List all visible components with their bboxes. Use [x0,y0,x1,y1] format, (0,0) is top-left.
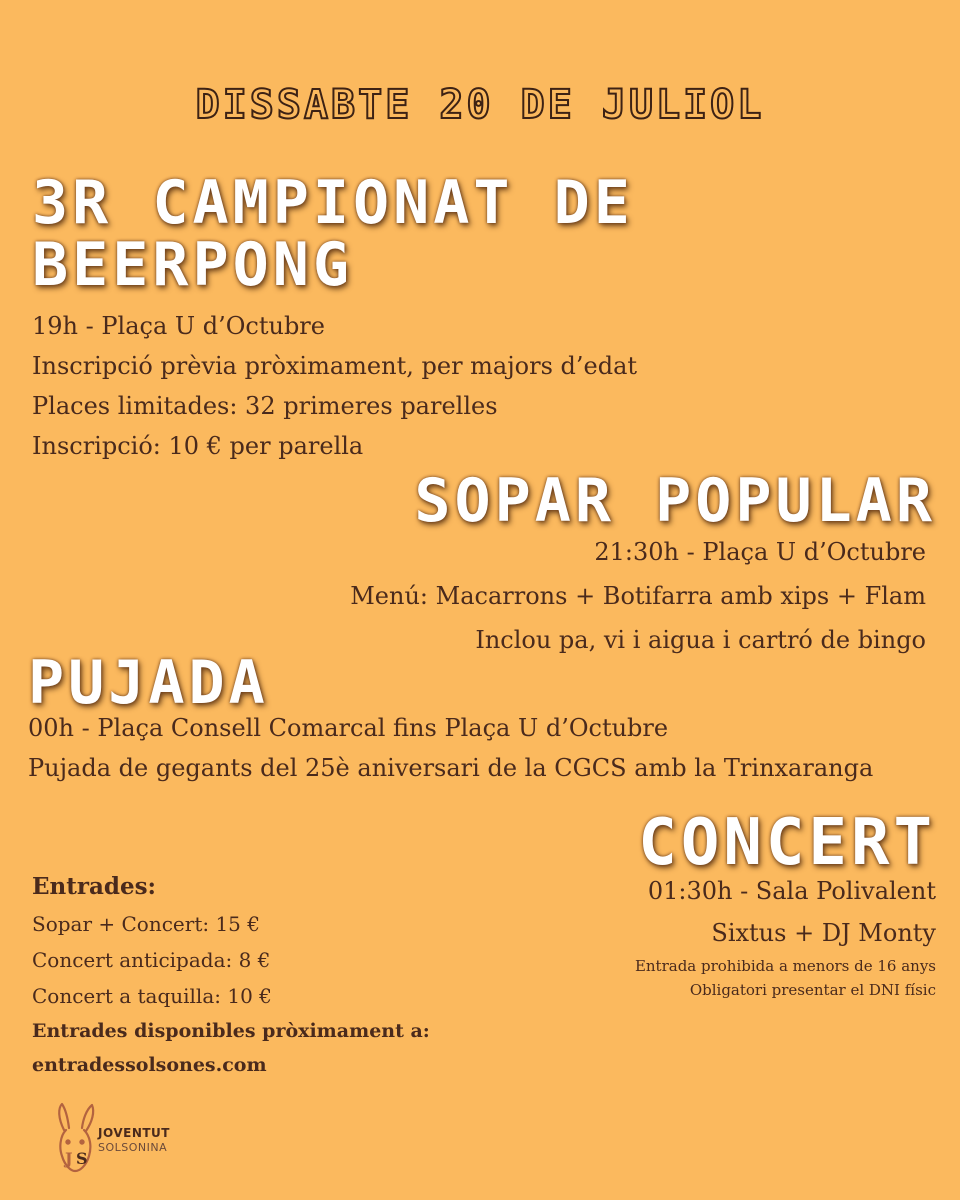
tickets-title: Entrades: [32,873,157,900]
concert-age-note: Entrada prohibida a menors de 16 anys [634,957,936,975]
svg-text:S: S [76,1149,88,1168]
concert-id-note: Obligatori presentar el DNI físic [689,981,936,999]
joventut-solsonina-logo [52,1100,212,1176]
tickets-availability: Entrades disponibles pròximament a: [32,1020,430,1042]
beerpong-places: Places limitades: 32 primeres parelles [32,392,498,420]
beerpong-details [32,306,637,466]
concert-title: CONCERT [638,806,936,880]
sopar-time-place: 21:30h - Plaça U d’Octubre [594,538,926,566]
concert-time-place: 01:30h - Sala Polivalent [647,877,936,905]
pujada-description: Pujada de gegants del 25è aniversari de la CGCS amb la Trinxaranga [28,754,874,782]
event-date: DISSABTE 20 DE JULIOL [195,82,765,128]
concert-details [635,870,936,1002]
sopar-title: SOPAR POPULAR [414,466,936,536]
pujada-title: PUJADA [28,648,269,718]
ticket-concert-door: Concert a taquilla: 10 € [32,984,272,1008]
tickets-website[interactable]: entradessolsones.com [32,1054,267,1076]
beerpong-registration: Inscripció prèvia pròximament, per majors d’edat [32,352,638,380]
sopar-includes: Inclou pa, vi i aigua i cartró de bingo [475,626,926,654]
pujada-details [28,708,873,788]
svg-text:J: J [65,1149,73,1168]
donkey-logo-icon [52,1100,98,1176]
beerpong-title: 3R CAMPIONAT DE BEERPONG [32,168,634,300]
sopar-menu: Menú: Macarrons + Botifarra amb xips + Flam [350,582,926,610]
logo-line-2: SOLSONINA [98,1141,168,1154]
ticket-sopar-concert: Sopar + Concert: 15 € [32,912,260,936]
sopar-details [350,530,926,662]
ticket-concert-advance: Concert anticipada: 8 € [32,948,271,972]
concert-lineup: Sixtus + DJ Monty [711,919,936,947]
beerpong-price: Inscripció: 10 € per parella [32,432,364,460]
tickets-box [32,868,430,1082]
logo-line-1: JOVENTUT [98,1126,170,1140]
pujada-route: 00h - Plaça Consell Comarcal fins Plaça U d’Octubre [28,714,669,742]
beerpong-time-place: 19h - Plaça U d’Octubre [32,312,325,340]
